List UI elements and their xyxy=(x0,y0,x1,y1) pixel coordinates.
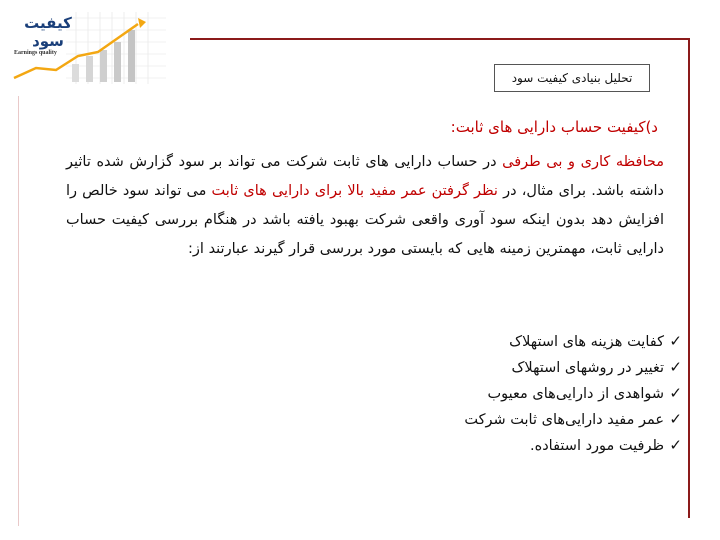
check-icon: ✓ xyxy=(669,384,682,402)
list-item-text: تغییر در روشهای استهلاک xyxy=(511,360,664,376)
list-item xyxy=(242,406,682,432)
list-item xyxy=(242,432,682,458)
header-label-box: تحلیل بنیادی کیفیت سود xyxy=(494,64,650,92)
check-icon: ✓ xyxy=(669,358,682,376)
logo-title: کیفیت سود xyxy=(24,14,72,50)
logo xyxy=(6,8,166,88)
list-item-text: ظرفیت مورد استفاده. xyxy=(530,438,664,454)
frame-top-line xyxy=(190,38,690,40)
body-paragraph xyxy=(66,148,664,264)
checklist xyxy=(242,328,682,458)
list-item xyxy=(242,354,682,380)
list-item-text: عمر مفید دارایی‌های ثابت شرکت xyxy=(464,412,664,428)
section-heading: د)کیفیت حساب دارایی های ثابت: xyxy=(450,118,658,136)
check-icon: ✓ xyxy=(669,436,682,454)
frame-left-line xyxy=(18,96,19,526)
highlight-conservatism: محافظه کاری و بی طرفی xyxy=(502,154,664,170)
list-item-text: شواهدی از دارایی‌های معیوب xyxy=(487,386,664,402)
list-item xyxy=(242,328,682,354)
highlight-useful-life: نظر گرفتن عمر مفید بالا برای دارایی های ثابت xyxy=(211,183,498,199)
paragraph-text-1: در حساب دارایی های ثابت شرکت می تواند بر سود گزارش شده تاثیر داشته باشد. برای مثال، در xyxy=(66,154,664,199)
list-item xyxy=(242,380,682,406)
frame-right-line xyxy=(688,38,690,518)
logo-subtitle: Earnings quality xyxy=(14,50,57,56)
list-item-text: کفایت هزینه های استهلاک xyxy=(509,334,664,350)
paragraph-text-2: می تواند سود خالص را افزایش دهد بدون اینکه سود آوری واقعی شرکت بهبود یافته باشد در هنگام بررسی کیفیت حساب دارایی ثابت، مهمترین زمینه هایی که بایستی مورد بررسی قرار گیرند عبارتند از: xyxy=(66,183,664,257)
check-icon: ✓ xyxy=(669,410,682,428)
check-icon: ✓ xyxy=(669,332,682,350)
